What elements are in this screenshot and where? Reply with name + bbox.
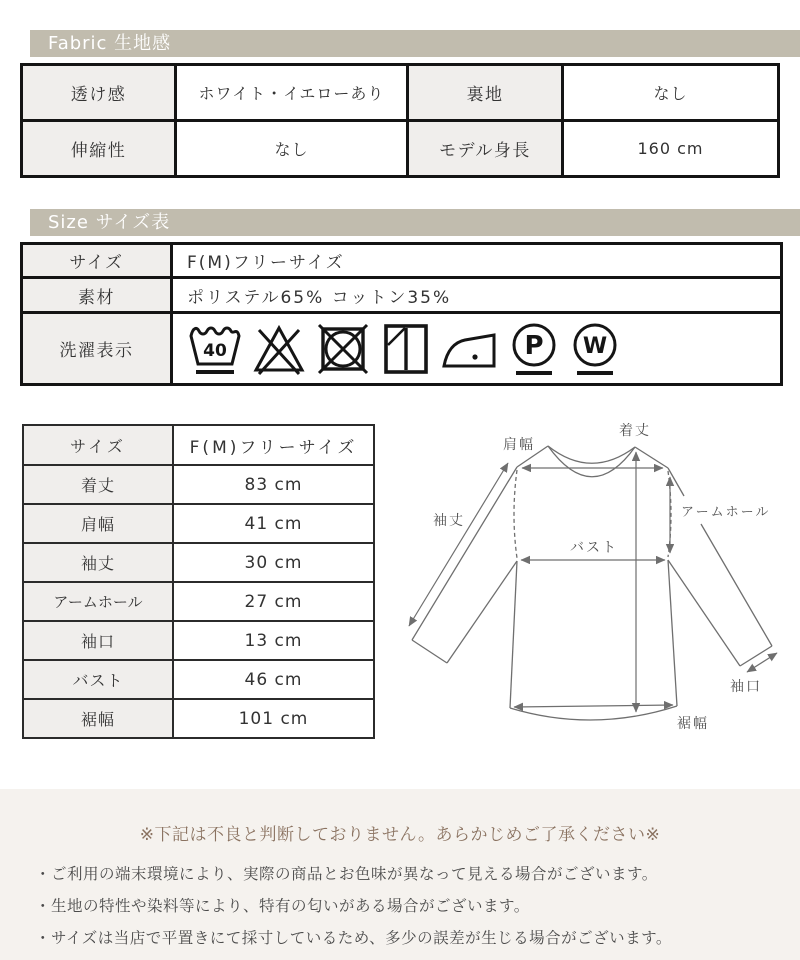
diagram-label-length: 着丈 [619,423,651,439]
fabric-value-model-height: 160 cm [563,121,779,177]
size-section-header [30,209,800,236]
measure-value-bust: 46 cm [173,660,374,699]
table-row [22,244,782,278]
table-row [23,425,374,465]
wash-temp-text: 40 [203,340,227,361]
notes-section [0,789,800,960]
iron-low-icon [441,320,499,378]
measure-value-armhole: 27 cm [173,582,374,621]
table-row [22,278,782,313]
measure-label-bust: バスト [23,660,173,699]
table-row [23,543,374,582]
fabric-label-stretch: 伸縮性 [22,121,176,177]
do-not-tumble-dry-icon [315,320,371,378]
fabric-value-sheer: ホワイト・イエローあり [176,65,408,121]
size-info-label-care: 洗濯表示 [22,313,172,385]
fabric-section-title: Fabric 生地感 [48,33,172,54]
diagram-label-armhole: アームホール [681,505,771,520]
care-icons-row [174,320,779,378]
diagram-label-cuff: 袖口 [730,679,762,695]
fabric-section-header [30,30,800,57]
diagram-label-sleeve: 袖丈 [433,513,465,529]
table-row [22,313,782,385]
table-row [23,504,374,543]
list-item: ・ご利用の端末環境により、実際の商品とお色味が異なって見える場合がございます。 [35,865,658,883]
do-not-bleach-icon [252,320,306,378]
table-row [23,465,374,504]
garment-measurement-diagram [400,410,800,762]
hem-width-arrow [514,705,673,707]
measure-label-armhole: アームホール [23,582,173,621]
diagram-label-hem: 裾幅 [677,716,709,732]
garment-outline-drawing [400,410,800,762]
measure-label-length: 着丈 [23,465,173,504]
measure-value-shoulder: 41 cm [173,504,374,543]
measure-value-length: 83 cm [173,465,374,504]
wet-clean-gentle-icon [569,320,621,378]
fabric-label-model-height: モデル身長 [408,121,563,177]
sleeve-length-arrow [409,463,508,626]
measure-label-hem: 裾幅 [23,699,173,738]
measure-label-shoulder: 肩幅 [23,504,173,543]
size-info-value-material: ポリステル65% コットン35% [172,278,782,313]
notes-list [0,858,800,954]
measure-value-sleeve: 30 cm [173,543,374,582]
measure-header-value: F(M)フリーサイズ [173,425,374,465]
measure-label-cuff: 袖口 [23,621,173,660]
table-row [23,621,374,660]
size-section-title: Size サイズ表 [48,212,171,233]
table-row [22,121,779,177]
size-info-label-size: サイズ [22,244,172,278]
measure-label-sleeve: 袖丈 [23,543,173,582]
size-info-table [20,242,783,386]
table-row [22,65,779,121]
dry-clean-p-gentle-icon [508,320,560,378]
notes-heading: ※下記は不良と判断しておりません。あらかじめご了承ください※ [139,825,661,845]
fabric-value-lining: なし [563,65,779,121]
table-row [23,582,374,621]
size-info-value-size: F(M)フリーサイズ [172,244,782,278]
dry-clean-letter: P [524,330,544,361]
table-row [23,699,374,738]
diagram-label-bust: バスト [570,540,618,556]
measure-value-cuff: 13 cm [173,621,374,660]
fabric-table [20,63,780,178]
measurements-table [22,424,375,739]
fabric-label-lining: 裏地 [408,65,563,121]
table-row [23,660,374,699]
line-dry-in-shade-icon [380,320,432,378]
size-info-label-material: 素材 [22,278,172,313]
wet-clean-letter: W [582,333,608,359]
fabric-value-stretch: なし [176,121,408,177]
diagram-label-shoulder: 肩幅 [503,437,535,453]
measure-header-label: サイズ [23,425,173,465]
list-item: ・サイズは当店で平置きにて採寸しているため、多少の誤差が生じる場合がございます。 [35,929,672,947]
fabric-label-sheer: 透け感 [22,65,176,121]
wash-40-gentle-icon [187,320,243,378]
measure-value-hem: 101 cm [173,699,374,738]
cuff-arrow [747,653,777,672]
list-item: ・生地の特性や染料等により、特有の匂いがある場合がございます。 [35,897,530,915]
